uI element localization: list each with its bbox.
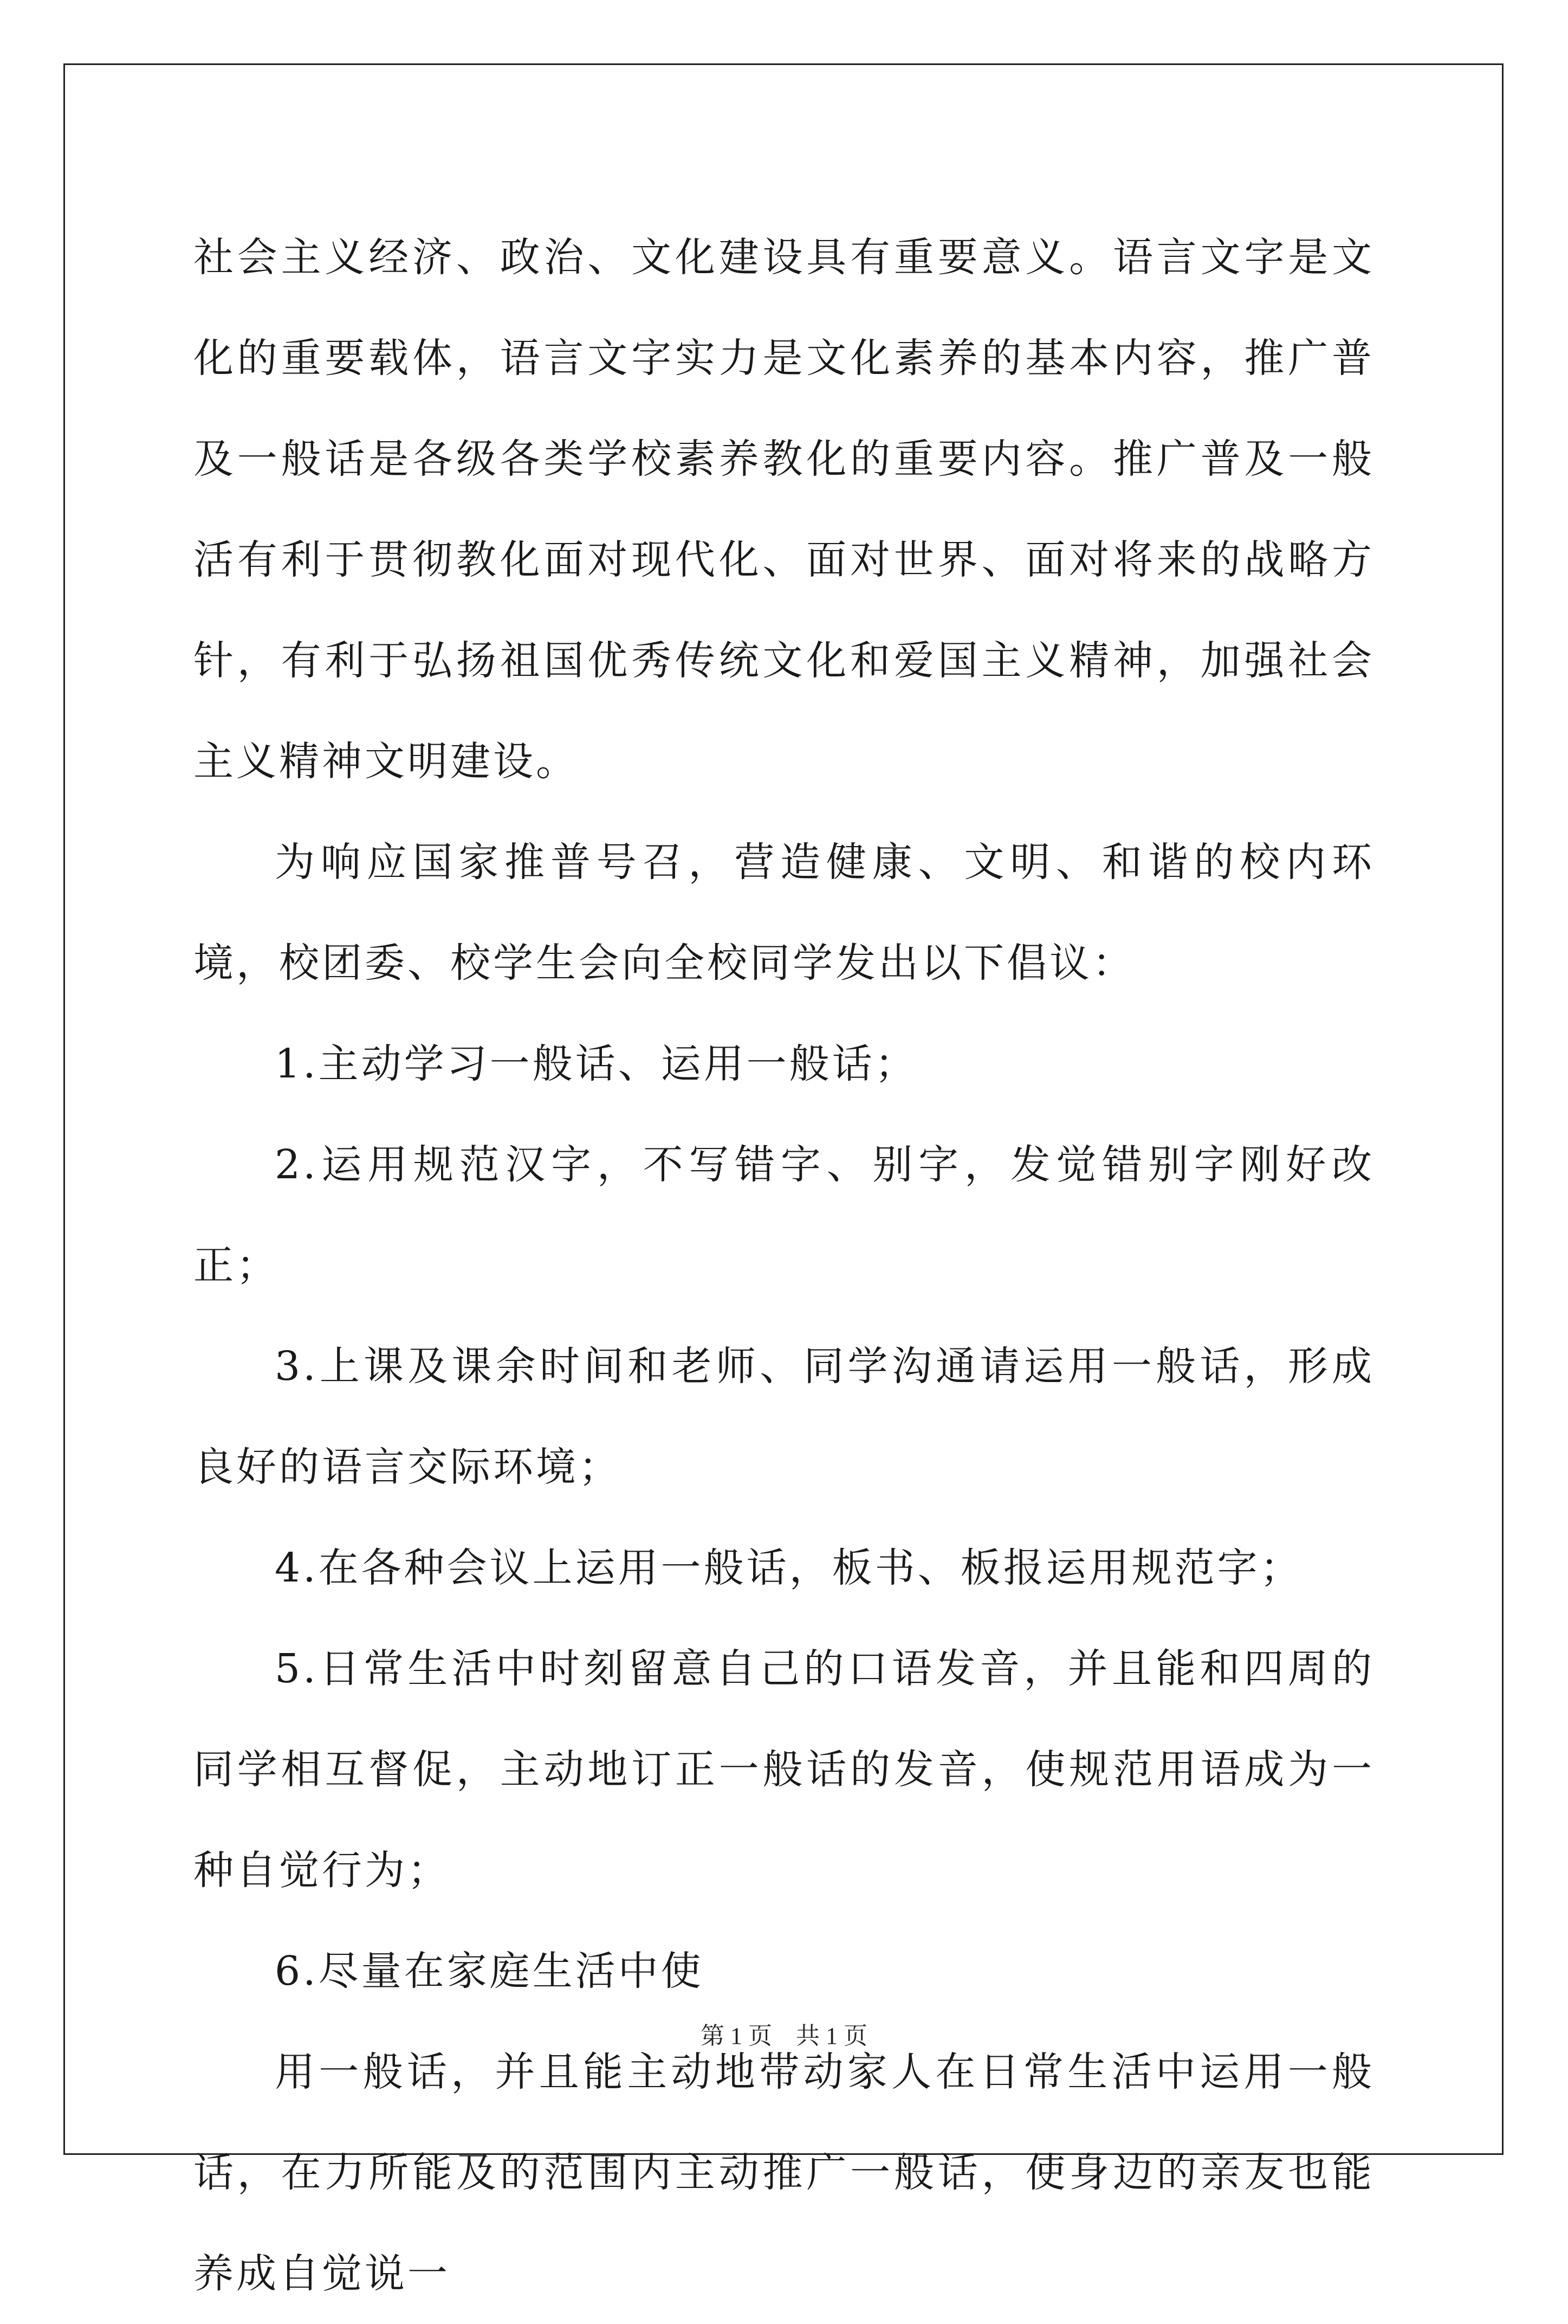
page-footer bbox=[0, 2016, 1568, 2051]
list-item-3: 3.上课及课余时间和老师、同学沟通请运用一般话，形成良好的语言交际环境； bbox=[193, 1343, 1375, 1490]
list-item-5: 5.日常生活中时刻留意自己的口语发音，并且能和四周的同学相互督促，主动地订正一般话的发音，使规范用语成为一种自觉行为； bbox=[193, 1645, 1375, 1894]
list-item-6: 6.尽量在家庭生活中使 bbox=[275, 1948, 704, 1994]
list-item-2: 2.运用规范汉字，不写错字、别字，发觉错别字刚好改正； bbox=[193, 1141, 1375, 1289]
paragraph-1: 社会主义经济、政治、文化建设具有重要意义。语言文字是文化的重要载体，语言文字实力是文化素养的基本内容，推广普及一般话是各级各类学校素养教化的重要内容。推广普及一般活有利于贯彻教化面对现代化、面对世界、面对将来的战略方针，有利于弘扬祖国优秀传统文化和爱国主义精神，加强社会主义精神文明建设。 bbox=[193, 234, 1375, 785]
page-number-label: 第 1 页 共 1 页 bbox=[701, 2023, 867, 2049]
document-body bbox=[193, 207, 1375, 2324]
paragraph-continued: 用一般话，并且能主动地带动家人在日常生活中运用一般话，在力所能及的范围内主动推广一般话，使身边的亲友也能养成自觉说一 bbox=[193, 2049, 1375, 2297]
paragraph-2: 为响应国家推普号召，营造健康、文明、和谐的校内环境，校团委、校学生会向全校同学发出以下倡议： bbox=[193, 839, 1375, 986]
list-item-4: 4.在各种会议上运用一般话，板书、板报运用规范字； bbox=[275, 1545, 1303, 1591]
list-item-1: 1.主动学习一般话、运用一般话； bbox=[275, 1041, 918, 1087]
